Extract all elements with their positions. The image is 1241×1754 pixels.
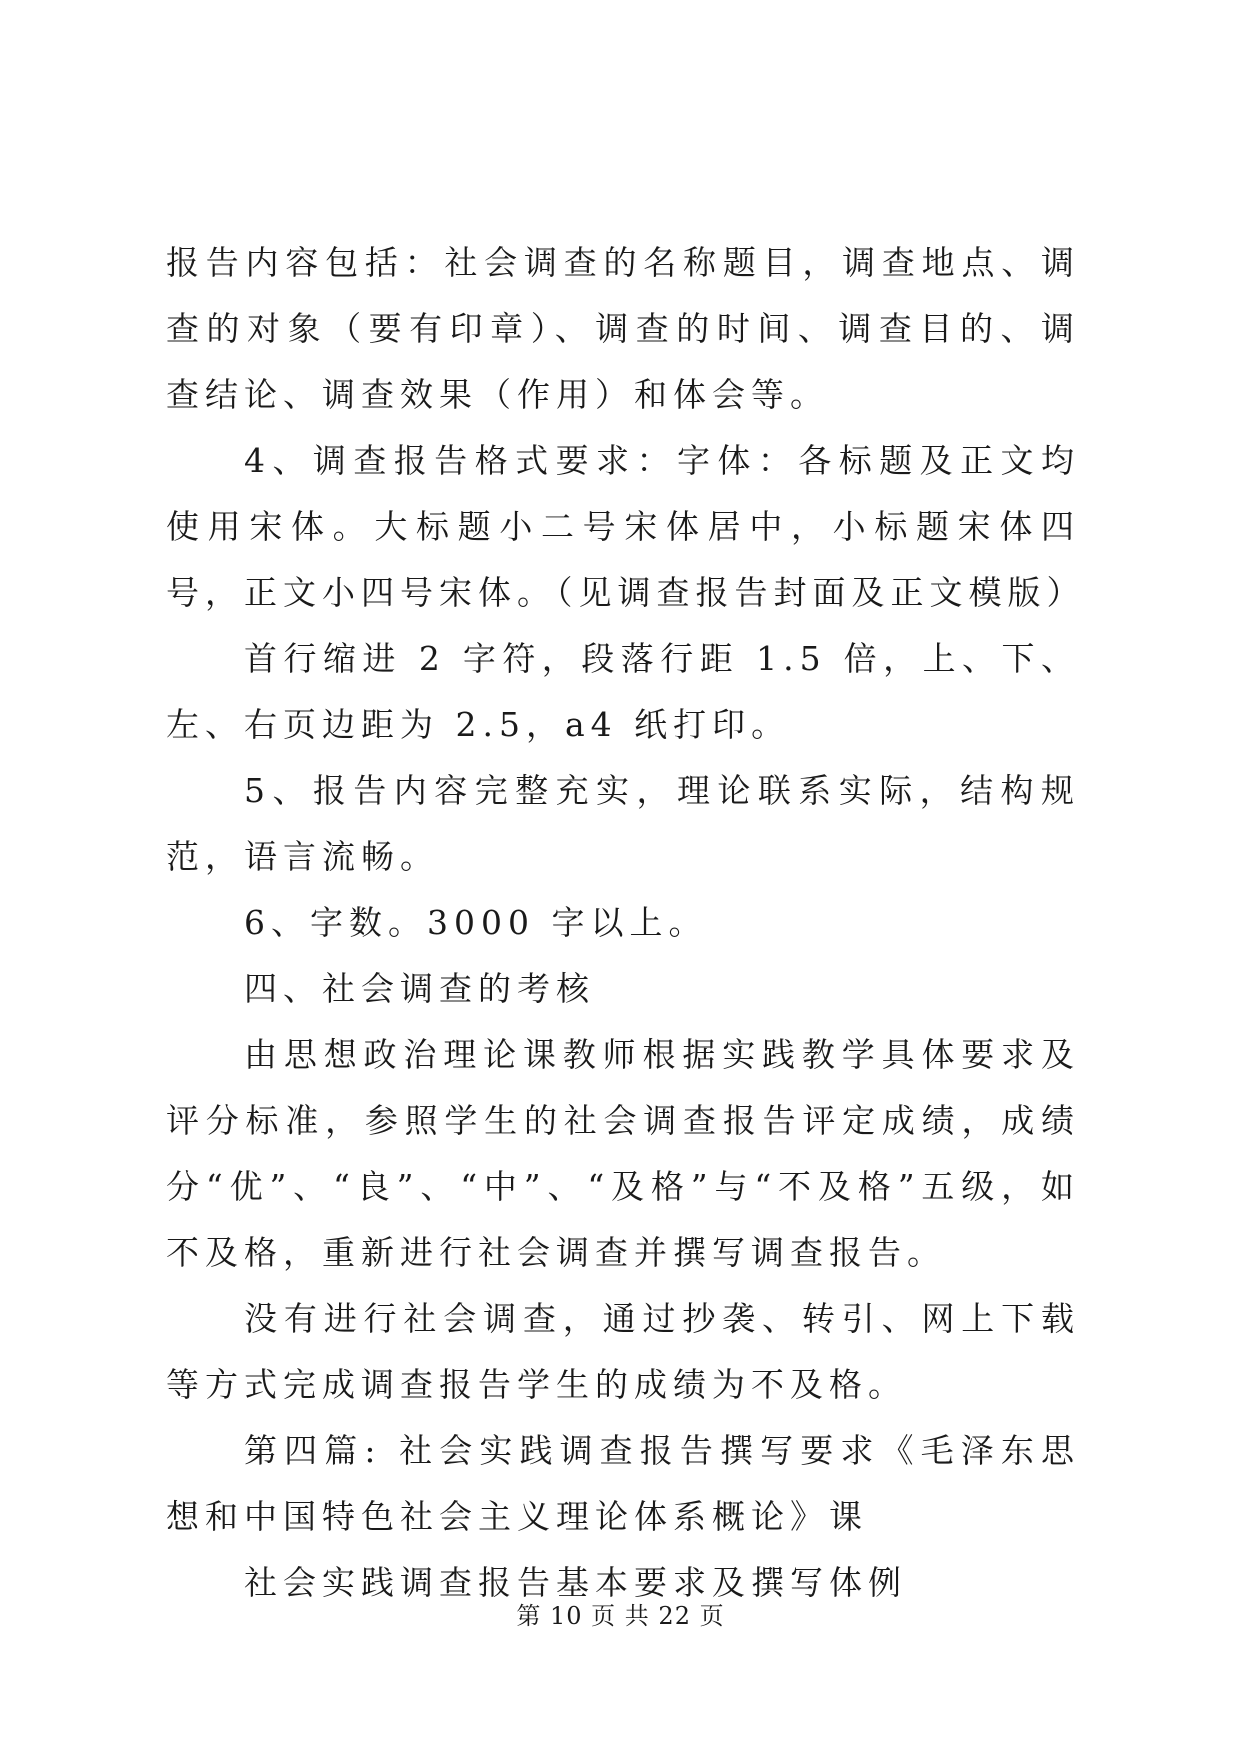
section-heading-assessment: 四、社会调查的考核 xyxy=(244,969,595,1008)
paragraph-format-requirements: 4、调查报告格式要求：字体：各标题及正文均使用宋体。大标题小二号宋体居中，小标题宋体四号，正文小四号宋体。（见调查报告封面及正文模版） xyxy=(166,441,1086,612)
paragraph-indent-spacing: 首行缩进 2 字符，段落行距 1.5 倍，上、下、左、右页边距为 2.5，a4 纸打印。 xyxy=(166,639,1080,744)
paragraph-content-quality: 5、报告内容完整充实，理论联系实际，结构规范，语言流畅。 xyxy=(166,771,1080,876)
paragraph-report-contents: 报告内容包括：社会调查的名称题目，调查地点、调查的对象（要有印章）、调查的时间、调查目的、调查结论、调查效果（作用）和体会等。 xyxy=(166,243,1080,414)
paragraph-word-count: 6、字数。3000 字以上。 xyxy=(244,903,708,942)
page-footer: 第 10 页 共 22 页 xyxy=(516,1602,725,1630)
paragraph-basic-requirements: 社会实践调查报告基本要求及撰写体例 xyxy=(244,1563,907,1602)
paragraph-grading: 由思想政治理论课教师根据实践教学具体要求及评分标准，参照学生的社会调查报告评定成绩，成绩分“优”、“良”、“中”、“及格”与“不及格”五级，如不及格，重新进行社会调查并撰写调查报告。 xyxy=(166,1035,1080,1272)
paragraph-plagiarism: 没有进行社会调查，通过抄袭、转引、网上下载等方式完成调查报告学生的成绩为不及格。 xyxy=(166,1299,1080,1404)
document-body xyxy=(166,230,1086,1616)
paragraph-chapter-four-title: 第四篇: 社会实践调查报告撰写要求《毛泽东思想和中国特色社会主义理论体系概论》课 xyxy=(166,1431,1080,1536)
